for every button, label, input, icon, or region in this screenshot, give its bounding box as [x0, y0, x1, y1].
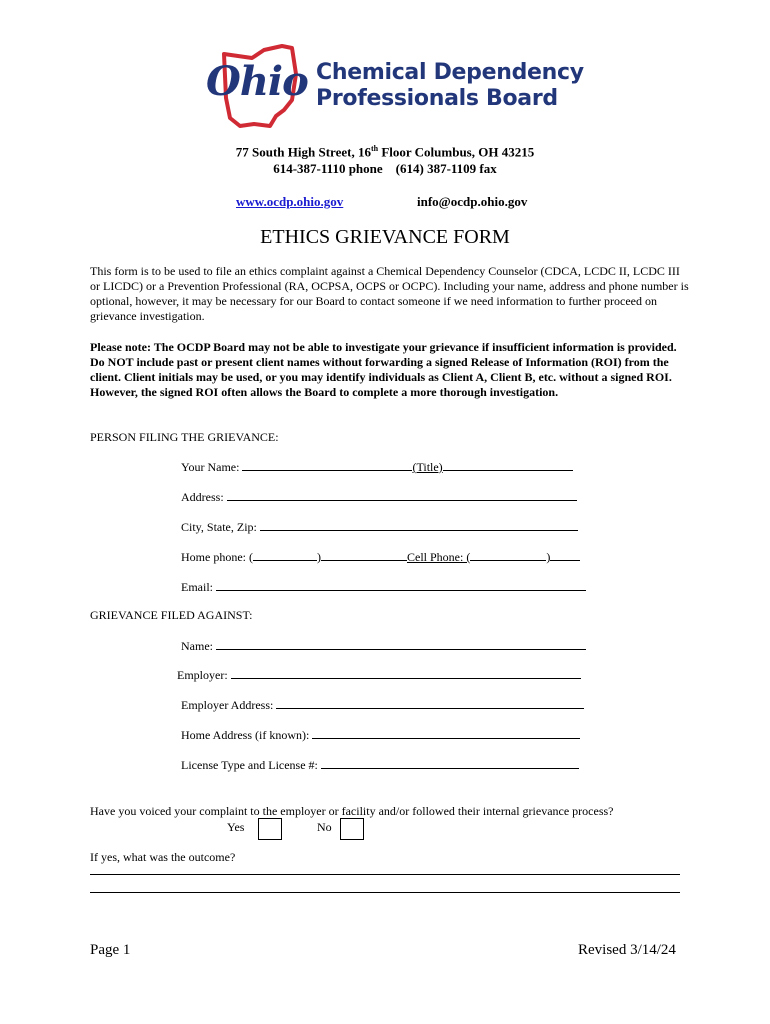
brand-name-line-2: Professionals Board: [316, 86, 558, 111]
cell-phone-paren: ): [546, 550, 551, 564]
website-link[interactable]: www.ocdp.ohio.gov: [236, 194, 344, 209]
home-address-row: [181, 727, 580, 743]
website-link-wrapper: [236, 194, 343, 210]
email-input[interactable]: [216, 579, 586, 591]
license-input[interactable]: [321, 757, 579, 769]
license-row: [181, 757, 579, 773]
title-label: (Title): [412, 460, 443, 474]
home-phone-input[interactable]: [321, 549, 407, 561]
board-phone-fax: [0, 161, 770, 177]
contact-email: info@ocdp.ohio.gov: [417, 194, 528, 209]
email-label: Email:: [181, 580, 213, 594]
page-number: Page 1: [90, 942, 131, 958]
brand-name-line-1: Chemical Dependency: [316, 60, 584, 85]
cell-phone-area-input[interactable]: [470, 549, 546, 561]
yes-label: Yes: [227, 820, 245, 834]
grievance-against-heading: GRIEVANCE FILED AGAINST:: [90, 608, 253, 622]
respondent-name-row: [181, 638, 586, 654]
respondent-name-input[interactable]: [216, 638, 586, 650]
employer-address-input[interactable]: [276, 697, 584, 709]
city-state-zip-label: City, State, Zip:: [181, 520, 257, 534]
employer-row: [177, 667, 581, 683]
employer-address-label: Employer Address:: [181, 698, 274, 712]
person-filing-heading: PERSON FILING THE GRIEVANCE:: [90, 430, 279, 444]
email-row: [181, 579, 586, 595]
please-note-paragraph: Please note: The OCDP Board may not be able to investigate your grievance if insufficient information is provided. Do NOT include past or present client names without forwarding a signed Release of Information (ROI) from the client. Client initials may be used, or you may identify individuals as Client A, Client B, etc. without a signed ROI. However, the signed ROI often allows the Board to complete a more thorough investigation.: [90, 340, 677, 399]
city-state-zip-input[interactable]: [260, 519, 578, 531]
phone-number: 614-387-1110 phone: [273, 161, 383, 176]
title-input[interactable]: [443, 459, 573, 471]
address-text-continued: Floor Columbus, OH 43215: [378, 144, 535, 160]
intro-paragraph: This form is to be used to file an ethics complaint against a Chemical Dependency Counselor (CDCA, LCDC II, LCDC III or LICDC) or a Prevention Professional (RA, OCPSA, OCPS or OCPC). Including your name, address and phone number is optional, however, it may be necessary for our Board to contact someone if we need information to further proceed on grievance investigation.: [90, 264, 689, 323]
employer-label: Employer:: [177, 668, 228, 682]
outcome-input-line-2[interactable]: [90, 892, 680, 893]
home-phone-label: Home phone: (: [181, 550, 253, 564]
license-label: License Type and License #:: [181, 758, 318, 772]
home-address-input[interactable]: [312, 727, 580, 739]
board-address: [0, 144, 770, 160]
yes-checkbox[interactable]: [258, 818, 282, 840]
ohio-cdp-logo: [200, 44, 584, 130]
home-phone-area-input[interactable]: [253, 549, 317, 561]
outcome-question: If yes, what was the outcome?: [90, 850, 236, 864]
cell-phone-input[interactable]: [550, 549, 580, 561]
no-label: No: [317, 820, 332, 834]
fax-number: (614) 387-1109 fax: [395, 161, 497, 176]
home-address-label: Home Address (if known):: [181, 728, 310, 742]
employer-input[interactable]: [231, 667, 581, 679]
your-name-input[interactable]: [242, 459, 412, 471]
no-checkbox[interactable]: [340, 818, 364, 840]
address-label: Address:: [181, 490, 224, 504]
phone-row: [181, 549, 580, 565]
address-row: [181, 489, 577, 505]
address-superscript: th: [370, 144, 379, 153]
address-text: 77 South High Street, 16: [235, 144, 371, 160]
home-phone-paren: ): [316, 550, 321, 564]
form-title: ETHICS GRIEVANCE FORM: [260, 226, 510, 248]
outcome-input-line-1[interactable]: [90, 874, 680, 875]
logo-word-ohio: Ohio: [206, 58, 308, 105]
respondent-name-label: Name:: [181, 639, 213, 653]
your-name-row: [181, 459, 573, 475]
your-name-label: Your Name:: [181, 460, 240, 474]
city-state-zip-row: [181, 519, 578, 535]
revision-date: Revised 3/14/24: [578, 942, 676, 958]
internal-grievance-question: Have you voiced your complaint to the employer or facility and/or followed their internal grievance process?: [90, 804, 614, 818]
address-input[interactable]: [227, 489, 577, 501]
employer-address-row: [181, 697, 584, 713]
cell-phone-label: Cell Phone: (: [406, 550, 471, 564]
